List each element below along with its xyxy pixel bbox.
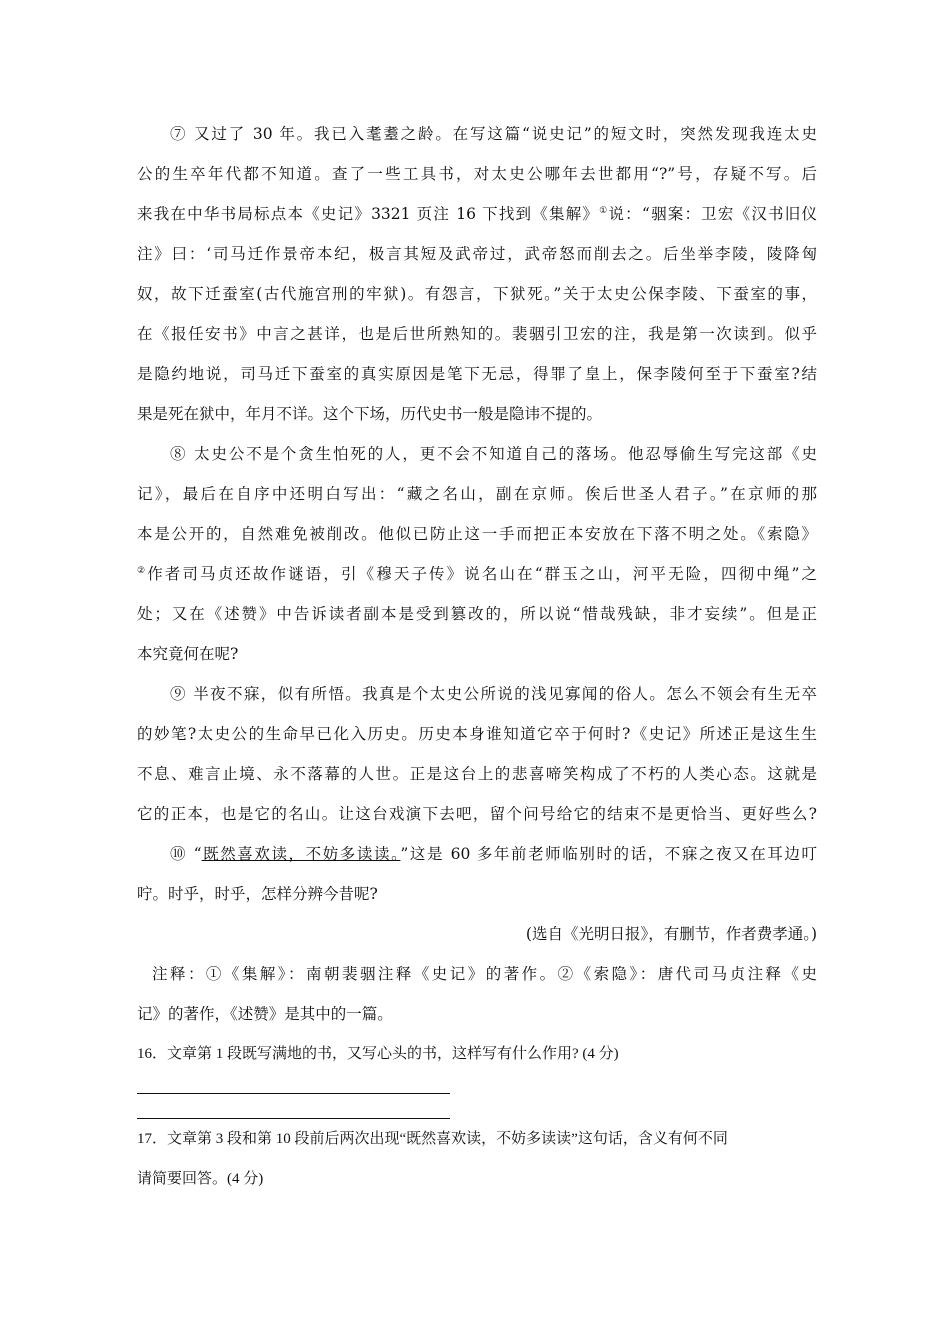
paragraph-8-line: 本是公开的，自然难免被削改。他似已防止这一手而把正本安放在下落不明之处。《索隐》 [137, 525, 817, 543]
source-citation: (选自《光明日报》，有删节，作者费孝通。) [525, 925, 817, 943]
paragraph-8-line: ②作者司马贞还故作谜语，引《穆天子传》说名山在“群玉之山，河平无险，四彻中绳”之 [137, 565, 817, 583]
annotation-note: 注释：①《集解》：南朝裴骃注释《史记》的著作。②《索隐》：唐代司马贞注释《史 [152, 965, 817, 983]
paragraph-7-line: 来我在中华书局标点本《史记》3321 页注 16 下找到《集解》①说：“骃案：卫宏《汉书旧仪 [137, 205, 817, 223]
paragraph-7-line: ⑦ 又过了 30 年。我已入耄耋之龄。在写这篇“说史记”的短文时，突然发现我连太史 [170, 125, 817, 143]
footnote-ref: ② [137, 565, 148, 576]
paragraph-9-line: ⑨ 半夜不寐，似有所悟。我真是个太史公所说的浅见寡闻的俗人。怎么不领会有生无卒 [170, 685, 817, 703]
paragraph-10-line: 咛。时乎，时乎，怎样分辨今昔呢? [137, 885, 378, 903]
paragraph-7-line: 奴，故下迁蚕室(古代施宫刑的牢狱)。有怨言，下狱死。”关于太史公保李陵、下蚕室的事， [137, 285, 817, 303]
paragraph-9-line: 不息、难言止境、永不落幕的人世。正是这台上的悲喜啼笑构成了不朽的人类心态。这就是 [137, 765, 817, 783]
paragraph-7-line: 果是死在狱中，年月不详。这个下场，历代史书一般是隐讳不提的。 [137, 405, 603, 423]
paragraph-7-line: 在《报任安书》中言之甚详，也是后世所熟知的。裴骃引卫宏的注，我是第一次读到。似乎 [137, 325, 817, 343]
question-17-cont: 请简要回答。(4 分) [137, 1171, 264, 1187]
paragraph-8-line: 处；又在《述赞》中告诉读者副本是受到篡改的，所以说“惜哉残缺，非才妄续”。但是正 [137, 605, 817, 623]
paragraph-8-line: 记》，最后在自序中还明白写出：“藏之名山，副在京师。俟后世圣人君子。”在京师的那 [137, 485, 817, 503]
paragraph-9-line: 它的正本，也是它的名山。让这台戏演下去吧，留个问号给它的结束不是更恰当、更好些么? [137, 805, 817, 823]
paragraph-7-line: 公的生卒年代都不知道。查了一些工具书，对太史公哪年去世都用“?”号，存疑不写。后 [137, 165, 817, 183]
paragraph-10-line: ⑩ “既然喜欢读，不妨多读读。”这是 60 多年前老师临别时的话，不寐之夜又在耳边叮 [170, 845, 817, 863]
paragraph-7-line: 注》曰：‘司马迁作景帝本纪，极言其短及武帝过，武帝怒而削去之。后坐举李陵，陵降匈 [137, 245, 817, 263]
underlined-quote: 既然喜欢读，不妨多读读。 [201, 845, 401, 863]
answer-line[interactable] [137, 1118, 450, 1119]
annotation-note: 记》的著作，《述赞》是其中的一篇。 [137, 1005, 393, 1023]
paragraph-8-line: ⑧ 太史公不是个贪生怕死的人，更不会不知道自己的落场。他忍辱偷生写完这部《史 [170, 445, 817, 463]
question-16: 16．文章第 1 段既写满地的书，又写心头的书，这样写有什么作用? (4 分) [137, 1046, 619, 1062]
paragraph-9-line: 的妙笔?太史公的生命早已化入历史。历史本身谁知道它卒于何时?《史记》所述正是这生生 [137, 725, 817, 743]
question-17: 17．文章第 3 段和第 10 段前后两次出现“既然喜欢读，不妨多读读”这句话，含义有何不同 [137, 1131, 728, 1147]
paragraph-7-line: 是隐约地说，司马迁下蚕室的真实原因是笔下无忌，得罪了皇上，保李陵何至于下蚕室?结 [137, 365, 817, 383]
answer-line[interactable] [137, 1093, 450, 1094]
paragraph-8-line: 本究竟何在呢? [137, 645, 239, 663]
footnote-ref: ① [599, 205, 609, 216]
